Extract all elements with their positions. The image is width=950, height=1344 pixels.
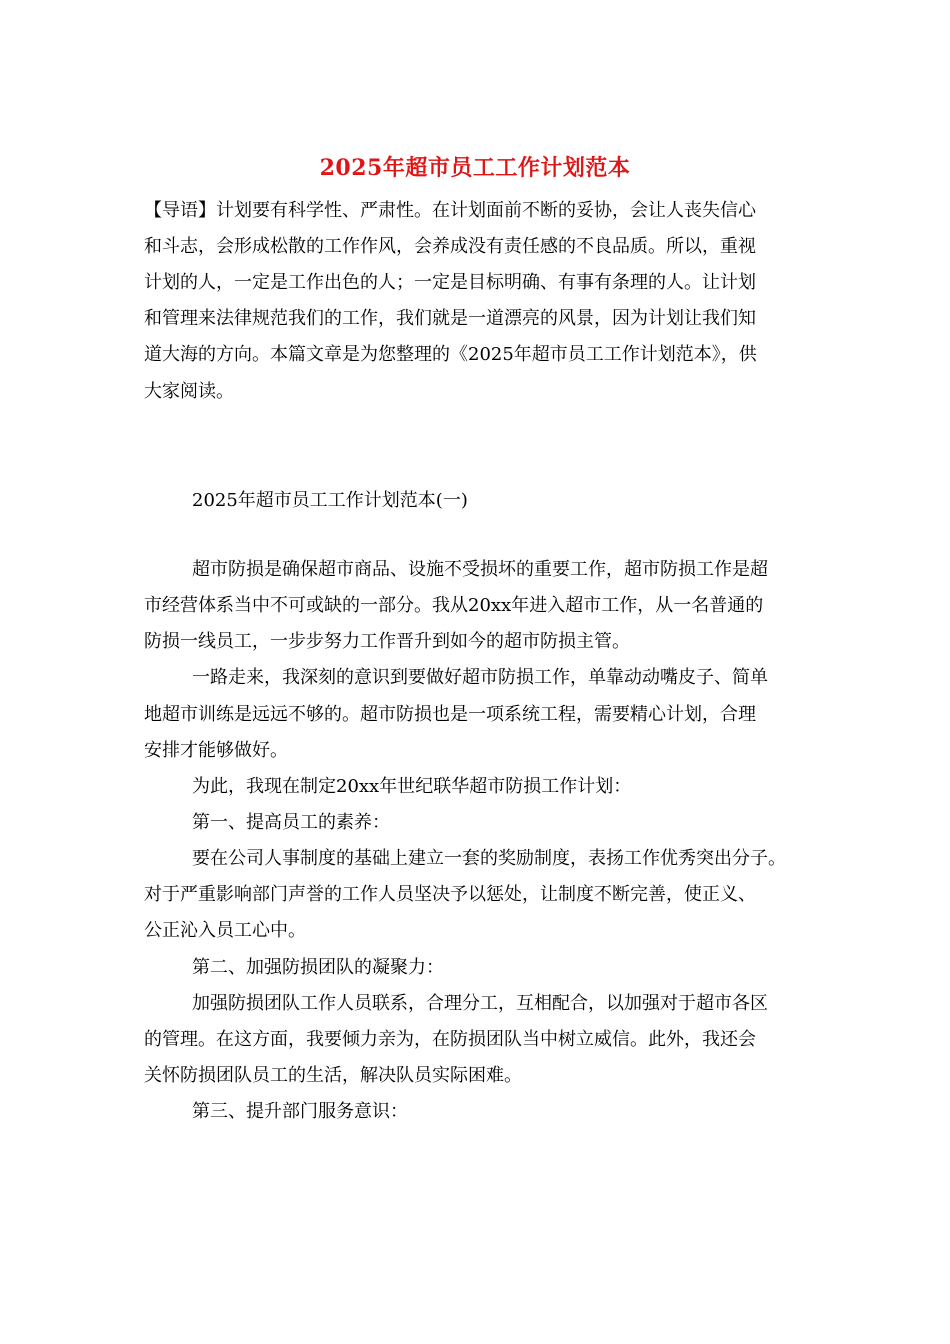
intro-line: 和管理来法律规范我们的工作，我们就是一道漂亮的风景，因为计划让我们知	[144, 308, 756, 329]
body-line: 的管理。在这方面，我要倾力亲为，在防损团队当中树立威信。此外，我还会	[144, 1029, 756, 1050]
body-line: 加强防损团队工作人员联系，合理分工，互相配合，以加强对于超市各区	[192, 993, 768, 1014]
body-line: 市经营体系当中不可或缺的一部分。我从20xx年进入超市工作，从一名普通的	[144, 595, 764, 616]
document-title: 2025年超市员工工作计划范本	[319, 155, 631, 181]
section-heading: 2025年超市员工工作计划范本(一)	[192, 490, 468, 511]
body-line: 对于严重影响部门声誉的工作人员坚决予以惩处，让制度不断完善，使正义、	[144, 884, 756, 905]
intro-line: 和斗志，会形成松散的工作作风，会养成没有责任感的不良品质。所以，重视	[144, 236, 756, 257]
intro-line: 【导语】计划要有科学性、严肃性。在计划面前不断的妥协，会让人丧失信心	[144, 200, 756, 221]
body-line: 超市防损是确保超市商品、设施不受损坏的重要工作，超市防损工作是超	[192, 559, 768, 580]
body-line: 要在公司人事制度的基础上建立一套的奖励制度，表扬工作优秀突出分子。	[192, 848, 786, 869]
intro-line: 道大海的方向。本篇文章是为您整理的《2025年超市员工工作计划范本》，供	[144, 344, 757, 365]
body-line: 一路走来，我深刻的意识到要做好超市防损工作，单靠动动嘴皮子、简单	[192, 667, 768, 688]
subheading-2: 第二、加强防损团队的凝聚力：	[192, 957, 444, 978]
subheading-1: 第一、提高员工的素养：	[192, 812, 390, 833]
intro-line: 大家阅读。	[144, 381, 234, 402]
body-line: 地超市训练是远远不够的。超市防损也是一项系统工程，需要精心计划，合理	[144, 704, 756, 725]
body-line: 防损一线员工，一步步努力工作晋升到如今的超市防损主管。	[144, 631, 630, 652]
body-line: 关怀防损团队员工的生活，解决队员实际困难。	[144, 1065, 522, 1086]
body-line: 为此，我现在制定20xx年世纪联华超市防损工作计划：	[192, 776, 632, 797]
intro-line: 计划的人，一定是工作出色的人；一定是目标明确、有事有条理的人。让计划	[144, 272, 756, 293]
body-line: 公正沁入员工心中。	[144, 920, 306, 941]
body-line: 安排才能够做好。	[144, 740, 288, 761]
subheading-3: 第三、提升部门服务意识：	[192, 1101, 408, 1122]
